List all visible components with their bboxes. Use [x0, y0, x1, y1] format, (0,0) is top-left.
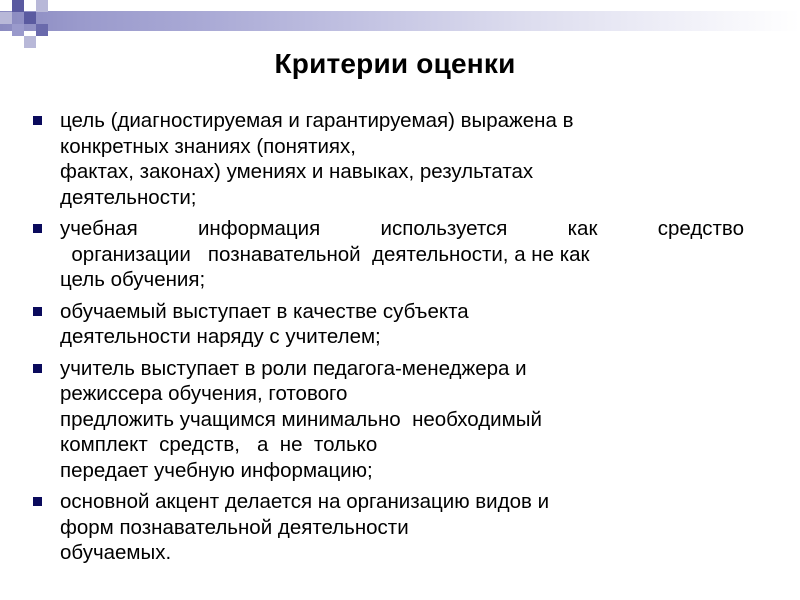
bullet-text-line: передает учебную информацию;	[60, 458, 373, 482]
decor-square	[24, 36, 36, 48]
bullet-item	[30, 299, 750, 350]
decor-square	[36, 0, 48, 12]
square-bullet-icon	[33, 307, 42, 316]
bullet-text-line: обучаемый выступает в качестве субъекта	[60, 299, 469, 323]
square-bullet-icon	[33, 224, 42, 233]
bullet-text-line: деятельности;	[60, 185, 197, 209]
bullet-text-line: учебная информация используется как средство	[60, 217, 744, 240]
bullet-text-line: фактах, законах) умениях и навыках, результатах	[60, 160, 534, 183]
bullet-text-line: конкретных знаниях (понятиях,	[60, 134, 356, 158]
bullet-text-line: комплект средств, а не только	[60, 433, 378, 456]
bullet-text-line: деятельности наряду с учителем;	[60, 325, 381, 348]
bullet-item	[30, 489, 750, 566]
decor-square	[36, 24, 48, 36]
decor-square	[12, 24, 24, 36]
bullet-item	[30, 356, 750, 484]
bullet-text-line: организации познавательной деятельности, а не как	[60, 242, 590, 266]
square-bullet-icon	[33, 116, 42, 125]
bullet-text-line: цель обучения;	[60, 268, 206, 291]
bullet-text-line: обучаемых.	[60, 541, 172, 564]
bullet-item	[30, 216, 750, 293]
decor-square	[0, 12, 12, 24]
bullet-text-line: цель (диагностируемая и гарантируемая) выражена в	[60, 109, 574, 132]
bullet-text-line: учитель выступает в роли педагога-менеджера и	[60, 356, 527, 380]
bullet-text-line: основной акцент делается на организацию видов и	[60, 490, 550, 513]
bullet-item	[30, 108, 750, 210]
decor-square	[12, 0, 24, 12]
slide-title: Критерии оценки	[274, 48, 516, 79]
square-bullet-icon	[33, 364, 42, 373]
bullet-text-line: режиссера обучения, готового	[60, 382, 348, 405]
bullet-list	[30, 108, 750, 572]
bullet-text-line: предложить учащимся минимально необходимый	[60, 407, 542, 431]
square-bullet-icon	[33, 497, 42, 506]
decor-square	[24, 12, 36, 24]
bullet-text-line: форм познавательной деятельности	[60, 515, 409, 539]
header-decorative-band	[0, 11, 800, 31]
